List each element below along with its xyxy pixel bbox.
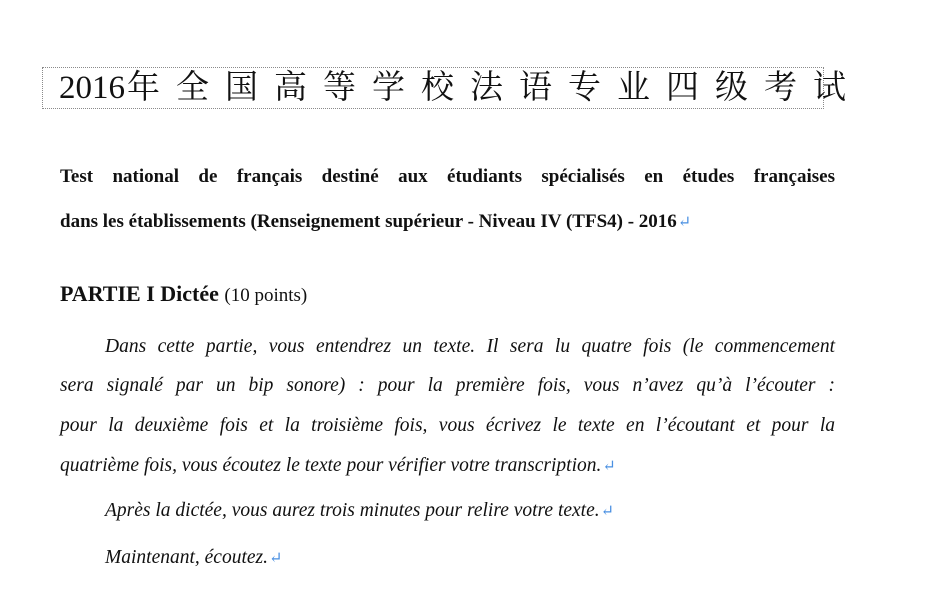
title-year: 2016: [59, 70, 125, 106]
body-line-6: [105, 546, 282, 571]
body-line-4: [60, 454, 616, 479]
section-points: (10 points): [224, 285, 308, 306]
body-line-3: pour la deuxième fois et la troisième fois, vous écrivez le texte en l’écoutant et pour la: [60, 415, 835, 436]
body-line-4-text: quatrième fois, vous écoutez le texte pour vérifier votre transcription.: [60, 455, 602, 476]
body-line-5: [105, 499, 614, 524]
title-chinese: 年全国高等学校法语专业四级考试: [127, 70, 862, 106]
body-line-2: sera signalé par un bip sonore) : pour la première fois, vous n’avez qu’à l’écouter :: [60, 375, 835, 396]
body-line-5-text: Après la dictée, vous aurez trois minutes pour relire votre texte.: [105, 500, 600, 521]
paragraph-mark-icon: ↵: [269, 550, 283, 567]
subtitle-line-1: Test national de français destiné aux étudiants spécialisés en études françaises: [60, 166, 835, 187]
subtitle-line-2-text: dans les établissements (Renseignement supérieur - Niveau IV (TFS4) - 2016: [60, 211, 677, 232]
section-title: PARTIE I Dictée: [60, 281, 219, 306]
paragraph-mark-icon: ↵: [602, 458, 616, 475]
paragraph-mark-icon: ↵: [600, 503, 615, 520]
subtitle-line-2: [60, 211, 835, 234]
body-line-6-text: Maintenant, écoutez.: [105, 547, 268, 568]
paragraph-mark-icon: ↵: [677, 214, 692, 231]
document-title: [59, 68, 862, 108]
body-line-1: Dans cette partie, vous entendrez un texte. Il sera lu quatre fois (le commencement: [105, 336, 835, 357]
section-heading: [60, 281, 307, 309]
